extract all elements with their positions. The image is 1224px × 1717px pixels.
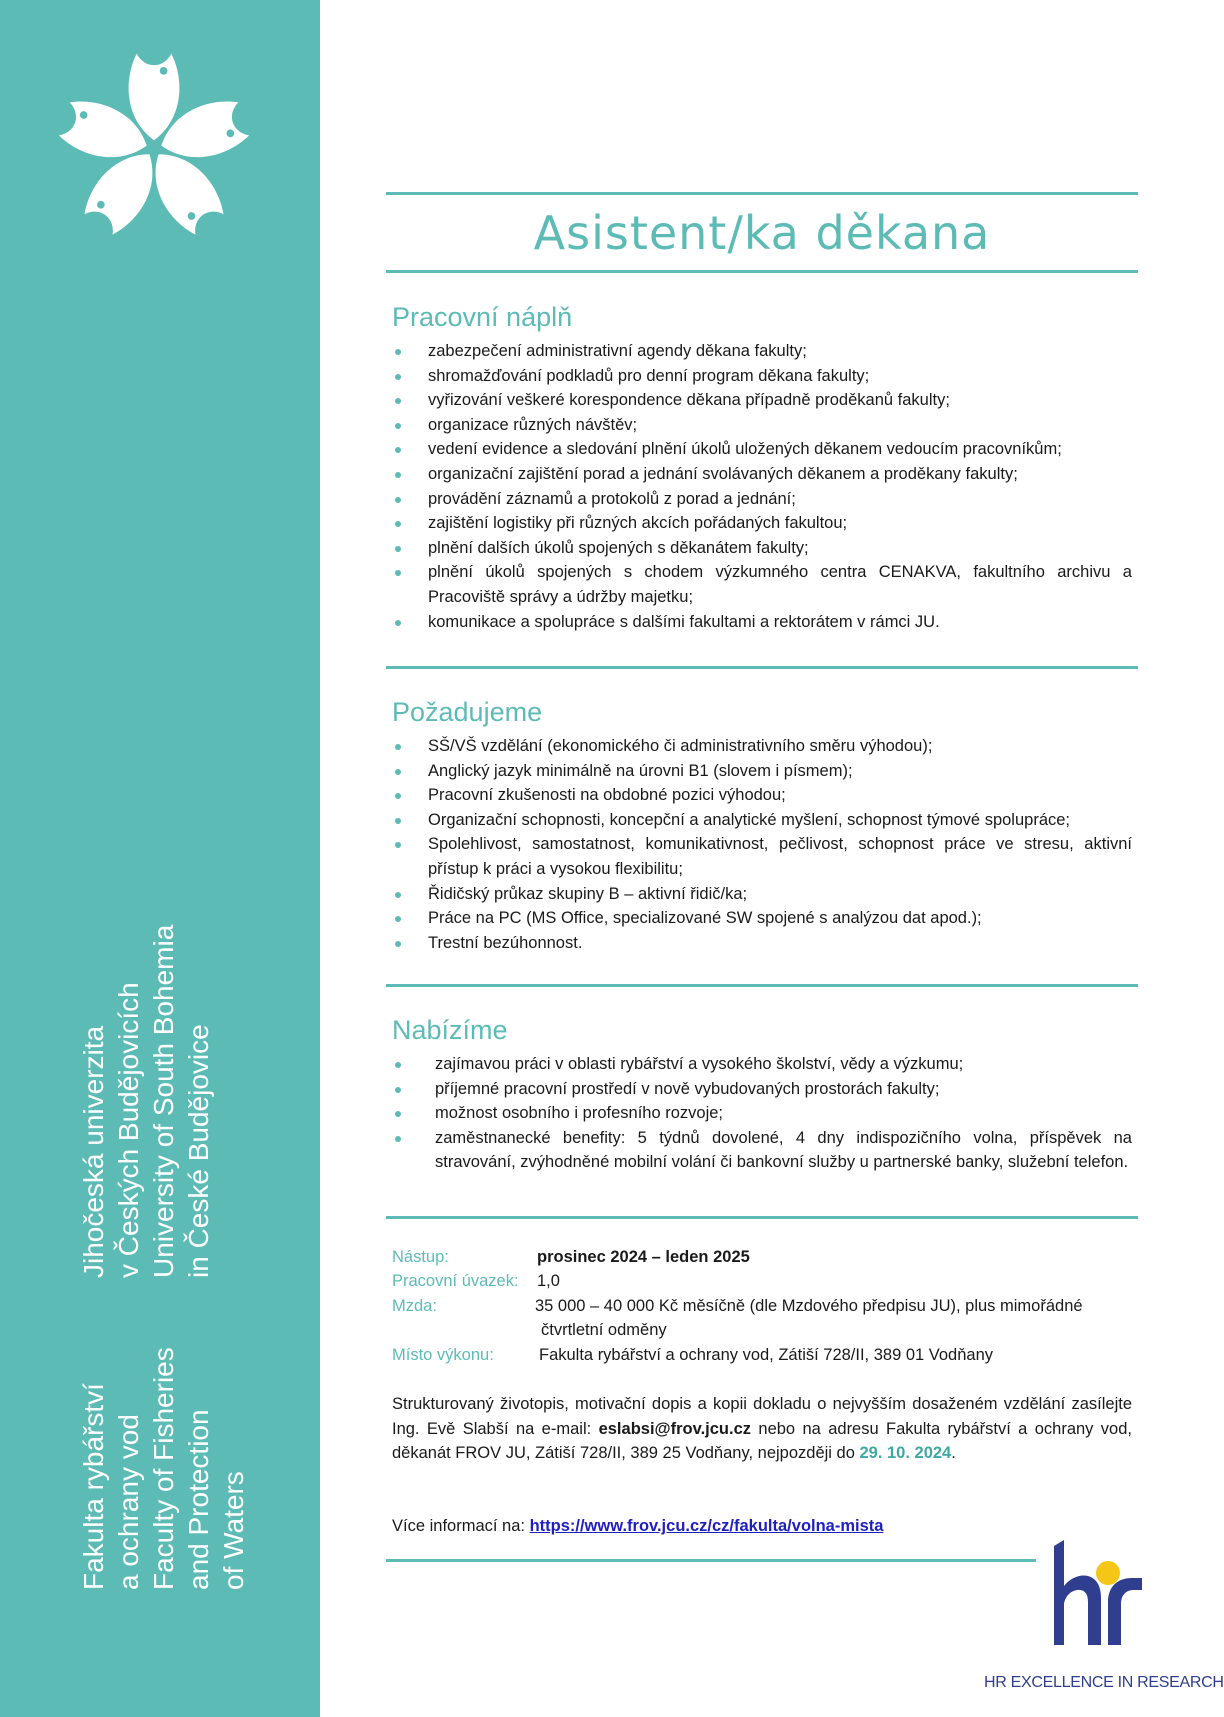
salary-value-continued: čtvrtletní odměny: [541, 1321, 667, 1339]
bullet-icon: [395, 916, 401, 922]
faculty-name-vertical: [76, 1347, 251, 1590]
bullet-icon: [395, 349, 401, 355]
bullet-icon: [395, 744, 401, 750]
divider: [386, 1559, 1036, 1562]
university-name-vertical: [76, 925, 216, 1278]
bullet-icon: [395, 521, 401, 527]
section-heading-offer: Nabízíme: [392, 1015, 508, 1045]
list-item: plnění dalších úkolů spojených s děkanátem fakulty;: [392, 536, 1132, 561]
faculty-name-line: Faculty of Fisheries: [148, 1347, 179, 1590]
list-item: Organizační schopnosti, koncepční a analytické myšlení, schopnost týmové spolupráce;: [392, 808, 1132, 833]
bullet-icon: [395, 892, 401, 898]
more-info: Více informací na: https://www.frov.jcu.cz/cz/fakulta/volna-mista: [392, 1517, 884, 1535]
bullet-icon: [395, 1111, 401, 1117]
hr-excellence-text: HR EXCELLENCE IN RESEARCH: [984, 1674, 1224, 1691]
bullet-icon: [395, 793, 401, 799]
place-label: Místo výkonu:: [392, 1346, 494, 1364]
bullet-icon: [395, 423, 401, 429]
university-name-line: Jihočeská univerzita: [78, 1025, 109, 1278]
list-item: zajištění logistiky při různých akcích pořádaných fakultou;: [392, 511, 1132, 536]
list-item: zajímavou práci v oblasti rybářství a vysokého školství, vědy a výzkumu;: [392, 1052, 1132, 1077]
bullet-icon: [395, 818, 401, 824]
list-item: Práce na PC (MS Office, specializované SW spojené s analýzou dat apod.);: [392, 906, 1132, 931]
faculty-name-line: Fakulta rybářství: [78, 1383, 109, 1590]
list-item: komunikace a spolupráce s dalšími fakultami a rektorátem v rámci JU.: [392, 610, 1132, 635]
list-item: Anglický jazyk minimálně na úrovni B1 (slovem i písmem);: [392, 759, 1132, 784]
divider: [386, 1216, 1138, 1219]
bullet-icon: [395, 1062, 401, 1068]
faculty-flower-logo-icon: [48, 42, 260, 254]
bullet-icon: [395, 620, 401, 626]
requirements-list: [392, 734, 1132, 955]
bullet-icon: [395, 842, 401, 848]
list-item: organizace různých návštěv;: [392, 413, 1132, 438]
bullet-icon: [395, 546, 401, 552]
list-item: Trestní bezúhonnost.: [392, 931, 1132, 956]
salary-label: Mzda:: [392, 1297, 437, 1315]
faculty-name-line: and Protection: [183, 1409, 214, 1590]
salary-value: 35 000 – 40 000 Kč měsíčně (dle Mzdového předpisu JU), plus mimořádné: [535, 1297, 1083, 1315]
faculty-name-line: of Waters: [218, 1471, 249, 1590]
application-instructions: Strukturovaný životopis, motivační dopis a kopii dokladu o nejvyšším dosaženém vzdělání zasílejte Ing. Evě Slabší na e-mail: eslabsi@frov.jcu.cz nebo na adresu Fakulta rybářství a ochrany vod, děkanát FROV JU, Zátiší 728/II, 389 25 Vodňany, nejpozději do 29. 10. 2024.: [392, 1395, 1132, 1463]
hr-excellence-logo-icon: [1046, 1540, 1142, 1650]
start-value: prosinec 2024 – leden 2025: [537, 1248, 750, 1266]
start-label: Nástup:: [392, 1248, 449, 1266]
university-name-line: in České Budějovice: [183, 1024, 214, 1278]
list-item: Spolehlivost, samostatnost, komunikativnost, pečlivost, schopnost práce ve stresu, aktivní přístup k práci a vysokou flexibilitu;: [392, 832, 1132, 881]
list-item: zabezpečení administrativní agendy děkana fakulty;: [392, 339, 1132, 364]
workload-value: 1,0: [537, 1272, 560, 1290]
faculty-name-line: a ochrany vod: [113, 1414, 144, 1590]
page-title: Asistent/ka děkana: [533, 206, 991, 260]
bullet-icon: [395, 374, 401, 380]
bullet-icon: [395, 941, 401, 947]
list-item: vedení evidence a sledování plnění úkolů uložených děkanem vedoucím pracovníkům;: [392, 437, 1132, 462]
list-item: možnost osobního i profesního rozvoje;: [392, 1101, 1132, 1126]
university-name-line: v Českých Budějovicích: [113, 982, 144, 1278]
list-item: SŠ/VŠ vzdělání (ekonomického či administrativního směru výhodou);: [392, 734, 1132, 759]
bullet-icon: [395, 447, 401, 453]
list-item: provádění záznamů a protokolů z porad a jednání;: [392, 487, 1132, 512]
vacancies-link[interactable]: https://www.frov.jcu.cz/cz/fakulta/volna-mista: [529, 1517, 884, 1535]
duties-list: [392, 339, 1132, 634]
sidebar-panel: [0, 0, 320, 1717]
offer-list: [392, 1052, 1132, 1175]
place-value: Fakulta rybářství a ochrany vod, Zátiší 728/II, 389 01 Vodňany: [539, 1346, 994, 1364]
section-heading-duties: Pracovní náplň: [392, 302, 573, 332]
bullet-icon: [395, 769, 401, 775]
list-item: zaměstnanecké benefity: 5 týdnů dovolené, 4 dny indispozičního volna, příspěvek na stravování, zvýhodněné mobilní volání či bankovní služby u partnerské banky, služební telefon.: [392, 1126, 1132, 1175]
divider: [386, 192, 1138, 195]
divider: [386, 270, 1138, 273]
list-item: shromažďování podkladů pro denní program děkana fakulty;: [392, 364, 1132, 389]
list-item: organizační zajištění porad a jednání svolávaných děkanem a proděkany fakulty;: [392, 462, 1132, 487]
bullet-icon: [395, 1136, 401, 1142]
list-item: příjemné pracovní prostředí v nově vybudovaných prostorách fakulty;: [392, 1077, 1132, 1102]
list-item: plnění úkolů spojených s chodem výzkumného centra CENAKVA, fakultního archivu a Pracoviště správy a údržby majetku;: [392, 560, 1132, 609]
workload-label: Pracovní úvazek:: [392, 1272, 519, 1290]
bullet-icon: [395, 398, 401, 404]
deadline-date: 29. 10. 2024: [859, 1444, 952, 1463]
divider: [386, 984, 1138, 987]
email-link[interactable]: eslabsi@frov.jcu.cz: [598, 1419, 752, 1438]
section-heading-requirements: Požadujeme: [392, 697, 543, 727]
university-name-line: University of South Bohemia: [148, 924, 179, 1278]
bullet-icon: [395, 497, 401, 503]
bullet-icon: [395, 1087, 401, 1093]
bullet-icon: [395, 570, 401, 576]
list-item: Řidičský průkaz skupiny B – aktivní řidič/ka;: [392, 882, 1132, 907]
list-item: Pracovní zkušenosti na obdobné pozici výhodou;: [392, 783, 1132, 808]
bullet-icon: [395, 472, 401, 478]
list-item: vyřizování veškeré korespondence děkana případně proděkanů fakulty;: [392, 388, 1132, 413]
divider: [386, 666, 1138, 669]
